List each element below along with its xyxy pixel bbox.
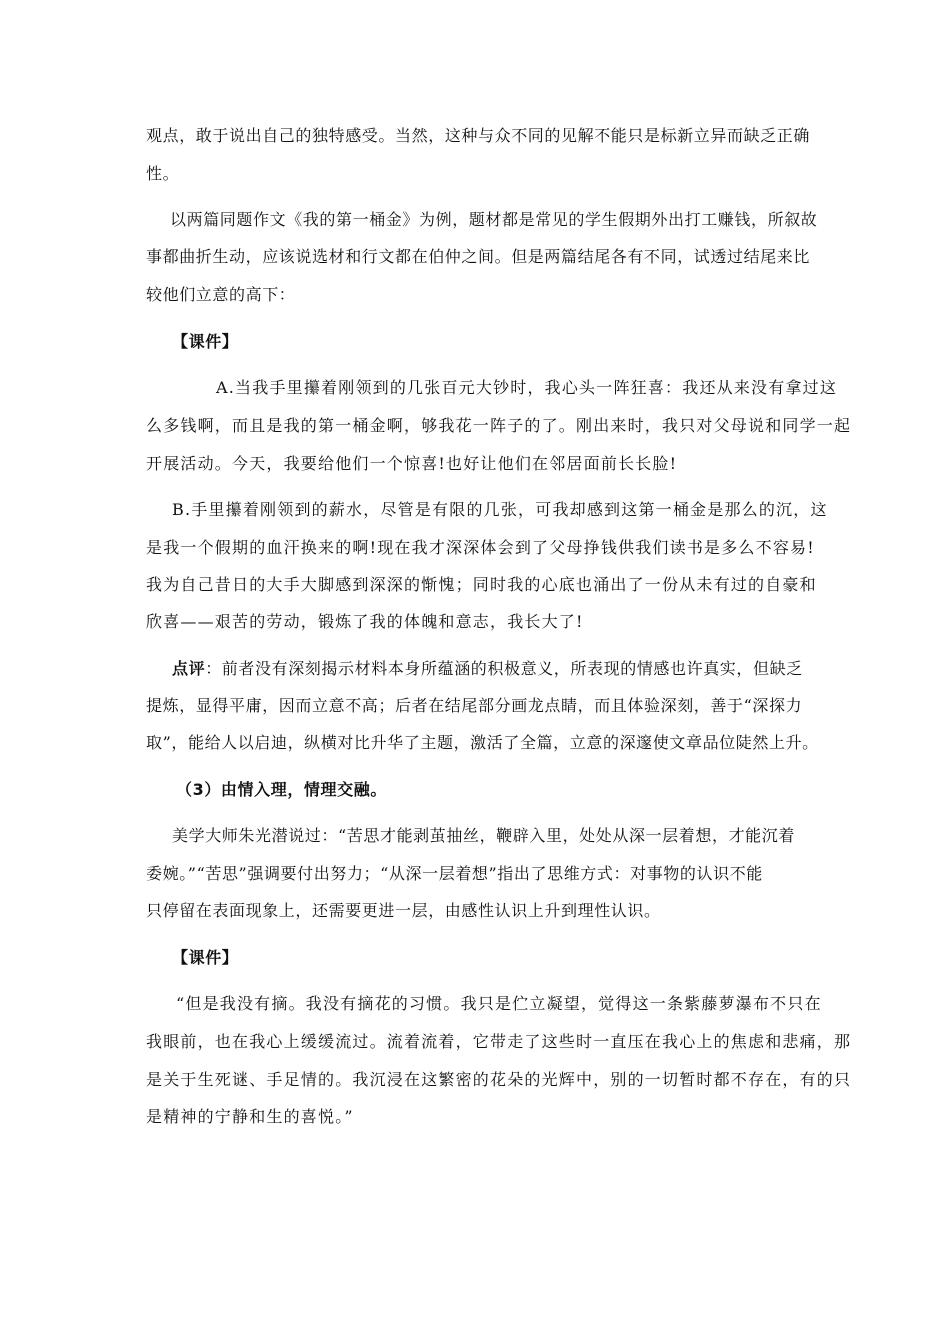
excerpt-b-line: 是我一个假期的血汗换来的啊!现在我才深深体会到了父母挣钱供我们读书是多么不容易! [146,538,815,557]
courseware-label: 【课件】 [172,332,239,351]
excerpt-b-line: B.手里攥着刚领到的薪水，尽管是有限的几张，可我却感到这第一桶金是那么的沉，这 [172,500,828,519]
courseware-label: 【课件】 [172,948,239,967]
comment-line: 取”，能给人以启迪，纵横对比升华了主题，激活了全篇，立意的深邃使文章品位陡然上升。 [146,733,819,752]
paragraph-line: 事都曲折生动，应该说选材和行文都在伯仲之间。但是两篇结尾各有不同，试透过结尾来比 [146,247,811,266]
section-heading: （3）由情入理，情理交融。 [176,780,387,799]
paragraph-line: 观点，敢于说出自己的独特感受。当然，这种与众不同的见解不能只是标新立异而缺乏正确 [146,126,811,145]
excerpt-a-line: 么多钱啊，而且是我的第一桶金啊，够我花一阵子的了。刚出来时，我只对父母说和同学一起 [146,416,852,435]
quote-line: 是精神的宁静和生的喜悦。” [146,1107,354,1126]
excerpt-b-line: 欣喜——艰苦的劳动，锻炼了我的体魄和意志，我长大了! [146,612,584,631]
excerpt-a-line: A.当我手里攥着刚领到的几张百元大钞时，我心头一阵狂喜：我还从来没有拿过这 [216,378,838,397]
paragraph-line: 以两篇同题作文《我的第一桶金》为例，题材都是常见的学生假期外出打工赚钱，所叙故 [170,210,818,229]
quote-line: “但是我没有摘。我没有摘花的习惯。我只是伫立凝望，觉得这一条紫藤萝瀑布不只在 [176,994,822,1013]
paragraph-line: 美学大师朱光潜说过：“苦思才能剥茧抽丝，鞭辟入里，处处从深一层着想，才能沉着 [172,826,795,845]
comment-label: 点评 [172,659,206,678]
paragraph-line: 委婉。”“苦思”强调要付出努力；“从深一层着想”指出了思维方式：对事物的认识不能 [146,864,763,883]
comment-line: 提炼，显得平庸，因而立意不高；后者在结尾部分画龙点睛，而且体验深刻，善于“深探力 [146,696,803,715]
comment-line [172,659,816,679]
excerpt-a-line: 开展活动。今天，我要给他们一个惊喜!也好让他们在邻居面前长长脸! [146,454,678,473]
quote-line: 是关于生死谜、手足情的。我沉浸在这繁密的花朵的光辉中，别的一切暂时都不存在，有的只 [146,1070,852,1089]
paragraph-line: 只停留在表面现象上，还需要更进一层，由感性认识上升到理性认识。 [146,901,661,920]
paragraph-line: 较他们立意的高下： [146,285,296,304]
excerpt-b-line: 我为自己昔日的大手大脚感到深深的惭愧；同时我的心底也涌出了一份从未有过的自豪和 [146,575,817,594]
paragraph-line: 性。 [146,164,180,183]
quote-line: 我眼前，也在我心上缓缓流过。流着流着，它带走了这些时一直压在我心上的焦虑和悲痛，那 [146,1032,852,1051]
comment-text: ：前者没有深刻揭示材料本身所蕴涵的积极意义，所表现的情感也许真实，但缺乏 [205,659,803,678]
